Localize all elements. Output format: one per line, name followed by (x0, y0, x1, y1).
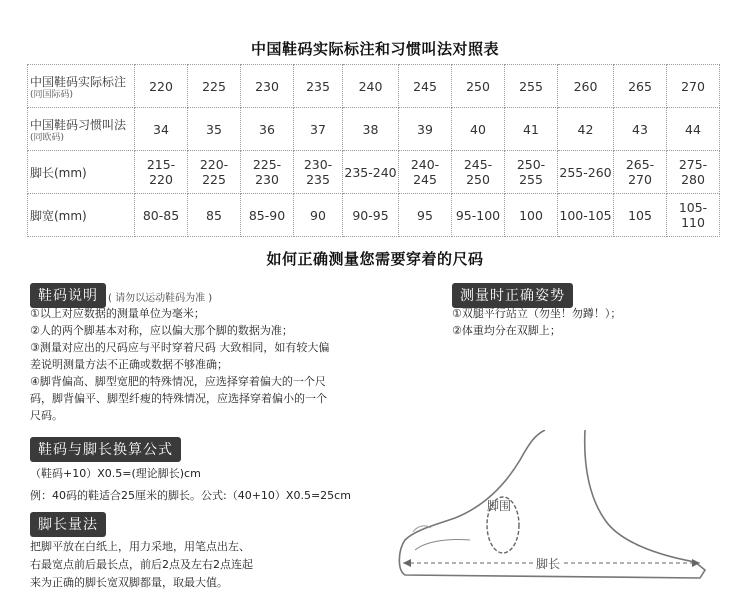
row-sublabel: (同国际码) (30, 89, 74, 100)
posture-list (452, 305, 742, 339)
size-cell: 85 (188, 194, 241, 237)
size-note-line: 差说明测量方法不正确或数据不够准确； (30, 358, 228, 371)
size-cell: 35 (188, 108, 241, 151)
size-cell: 105-110 (667, 194, 720, 237)
row-header (28, 151, 135, 194)
size-cell: 240 (343, 65, 399, 108)
foot-illustration (395, 430, 715, 590)
size-cell: 43 (614, 108, 667, 151)
size-cell: 40 (452, 108, 505, 151)
size-row (28, 194, 720, 237)
size-cell: 36 (241, 108, 294, 151)
size-cell: 90-95 (343, 194, 399, 237)
method-line: 把脚平放在白纸上，用力采地，用笔点出左、 (30, 540, 250, 553)
size-cell: 275-280 (667, 151, 720, 194)
size-cell: 34 (135, 108, 188, 151)
size-cell: 95-100 (452, 194, 505, 237)
size-cell: 265 (614, 65, 667, 108)
size-note-line: 码，脚背偏平、脚型纤瘦的特殊情况，应选择穿着偏小的一个 (30, 392, 327, 405)
posture-badge: 测量时正确姿势 (452, 283, 573, 308)
method-line: 右最宽点前后最长点，前后2点及左右2点连起 (30, 558, 253, 571)
size-cell: 44 (667, 108, 720, 151)
size-cell: 90 (294, 194, 343, 237)
size-cell: 230-235 (294, 151, 343, 194)
row-label: 脚宽(mm) (30, 208, 87, 223)
size-cell: 245-250 (452, 151, 505, 194)
size-cell: 250 (452, 65, 505, 108)
size-note-line: ①以上对应数据的测量单位为毫米； (30, 307, 205, 320)
size-cell: 220-225 (188, 151, 241, 194)
size-cell: 100 (505, 194, 558, 237)
size-note-hint: ( 请勿以运动鞋码为准 ) (108, 293, 213, 304)
formula-line: （鞋码+10）X0.5=(理论脚长)cm (30, 467, 201, 480)
size-cell: 255 (505, 65, 558, 108)
row-label: 脚长(mm) (30, 165, 87, 180)
size-cell: 37 (294, 108, 343, 151)
size-cell: 39 (399, 108, 452, 151)
size-cell: 260 (558, 65, 614, 108)
size-cell: 105 (614, 194, 667, 237)
size-row (28, 151, 720, 194)
row-sublabel: (同欧码) (30, 132, 65, 143)
size-cell: 95 (399, 194, 452, 237)
size-note-line: ④脚背偏高、脚型宽肥的特殊情况，应选择穿着偏大的一个尺 (30, 375, 326, 388)
size-cell: 80-85 (135, 194, 188, 237)
size-note-line: ③测量对应出的尺码应与平时穿着尺码 大致相同，如有较大偏 (30, 341, 330, 354)
formula-badge: 鞋码与脚长换算公式 (30, 437, 181, 462)
size-note-badge: 鞋码说明 (30, 283, 106, 308)
row-header (28, 108, 135, 151)
size-cell: 250-255 (505, 151, 558, 194)
posture-line: ①双腿平行站立（勿坐！勿蹲！）； (452, 307, 622, 320)
foot-length-label: 脚长 (536, 557, 561, 571)
size-cell: 100-105 (558, 194, 614, 237)
size-row (28, 65, 720, 108)
measure-title: 如何正确测量您需要穿着的尺码 (266, 250, 484, 268)
method-line: 来为正确的脚长宽双脚都量，取最大值。 (30, 576, 228, 589)
size-cell: 230 (241, 65, 294, 108)
size-cell: 270 (667, 65, 720, 108)
size-cell: 245 (399, 65, 452, 108)
size-cell: 85-90 (241, 194, 294, 237)
size-note-list (30, 305, 390, 424)
row-label: 中国鞋码习惯叫法 (30, 117, 127, 132)
method-list (30, 538, 370, 592)
size-cell: 255-260 (558, 151, 614, 194)
size-cell: 240-245 (399, 151, 452, 194)
size-cell: 41 (505, 108, 558, 151)
posture-line: ②体重均分在双脚上； (452, 324, 561, 337)
size-cell: 215-220 (135, 151, 188, 194)
size-row (28, 108, 720, 151)
size-note-line: ②人的两个脚基本对称，应以偏大那个脚的数据为准； (30, 324, 293, 337)
size-cell: 235-240 (343, 151, 399, 194)
size-cell: 42 (558, 108, 614, 151)
size-cell: 220 (135, 65, 188, 108)
method-badge: 脚长量法 (30, 512, 106, 537)
table-title: 中国鞋码实际标注和习惯叫法对照表 (250, 40, 499, 58)
size-cell: 38 (343, 108, 399, 151)
row-label: 中国鞋码实际标注 (30, 74, 127, 89)
size-cell: 235 (294, 65, 343, 108)
size-note-line: 尺码。 (30, 409, 63, 422)
formula-example: 例：40码的鞋适合25厘米的脚长。公式:（40+10）X0.5=25cm (30, 489, 351, 502)
size-cell: 265-270 (614, 151, 667, 194)
size-cell: 225-230 (241, 151, 294, 194)
size-cell: 225 (188, 65, 241, 108)
foot-outline (399, 430, 705, 578)
foot-girth-label: 脚围 (487, 499, 512, 513)
row-header (28, 194, 135, 237)
size-chart-table (27, 64, 720, 237)
row-header (28, 65, 135, 108)
